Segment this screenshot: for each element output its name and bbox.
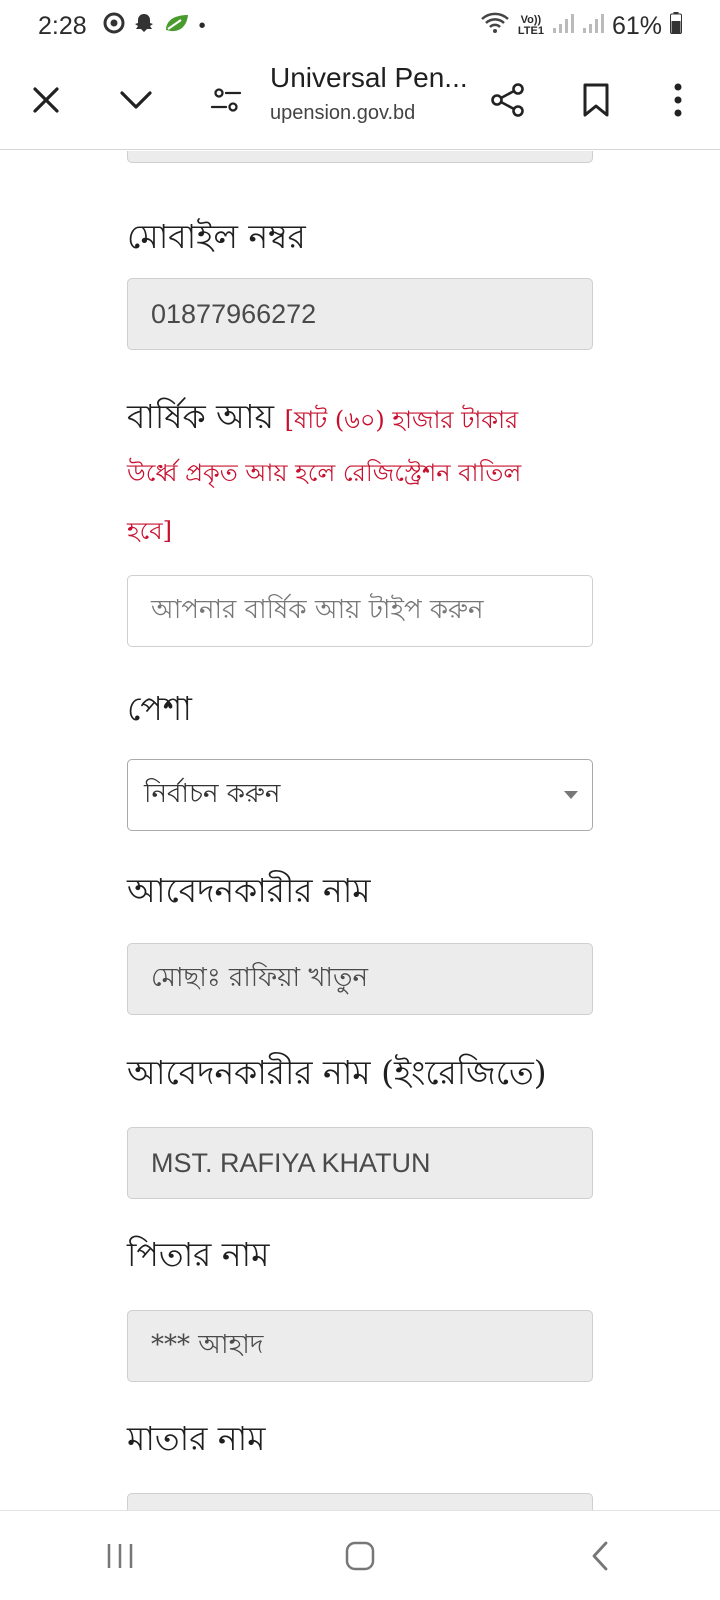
more-vert-icon [673, 83, 683, 117]
applicant-name-en-label: আবেদনকারীর নাম (ইংরেজিতে) [127, 1053, 547, 1092]
system-nav-bar [0, 1510, 720, 1600]
mobile-value: 01877966272 [151, 298, 317, 329]
page-title: Universal Pen... [270, 62, 468, 93]
applicant-name-en-value: MST. RAFIYA KHATUN [151, 1147, 431, 1178]
applicant-name-label: আবেদনকারীর নাম [127, 871, 371, 910]
close-icon [31, 85, 61, 115]
father-name-value: *** আহাদ [151, 1330, 264, 1360]
income-warning-line3: হবে] [127, 517, 172, 545]
previous-field[interactable] [127, 151, 593, 163]
mother-name-label: মাতার নাম [127, 1419, 266, 1458]
signal-icon-2 [582, 12, 604, 41]
battery-percent: 61% [611, 11, 662, 40]
more-options-button[interactable] [650, 72, 706, 128]
signal-icon [552, 12, 574, 41]
recent-apps-button[interactable] [80, 1526, 160, 1586]
recent-apps-icon [105, 1542, 135, 1570]
bookmark-icon [581, 82, 611, 118]
wifi-icon [480, 11, 510, 42]
close-tab-button[interactable] [18, 72, 74, 128]
father-name-label: পিতার নাম [127, 1235, 270, 1274]
browser-toolbar [0, 52, 720, 150]
form-content [0, 151, 720, 1510]
applicant-name-en-field[interactable] [127, 1127, 593, 1199]
page-url: upension.gov.bd [270, 102, 416, 124]
father-name-field[interactable] [127, 1310, 593, 1382]
page-info-button[interactable] [198, 72, 254, 128]
home-button[interactable] [320, 1526, 400, 1586]
leaf-app-icon [163, 12, 191, 41]
mobile-label: মোবাইল নম্বর [127, 217, 306, 256]
mobile-field[interactable] [127, 278, 593, 350]
applicant-name-value: মোছাঃ রাফিয়া খাতুন [151, 963, 368, 993]
annual-income-placeholder: আপনার বার্ষিক আয় টাইপ করুন [151, 595, 484, 625]
applicant-name-field[interactable] [127, 943, 593, 1015]
battery-icon [670, 12, 682, 41]
chevron-down-icon [119, 89, 153, 111]
back-button[interactable] [560, 1526, 640, 1586]
network-type-label: Vo)) LTE1 [517, 14, 544, 37]
dropdown-caret-icon [564, 791, 578, 799]
notification-dot: • [198, 14, 206, 37]
share-button[interactable] [480, 72, 536, 128]
minimize-button[interactable] [108, 72, 164, 128]
mother-name-field[interactable] [127, 1493, 593, 1510]
status-bar [0, 0, 720, 52]
chrome-icon [103, 12, 125, 41]
occupation-select[interactable] [127, 759, 593, 831]
annual-income-label: বার্ষিক আয় [ষাট (৬০) হাজার টাকার [127, 397, 519, 436]
occupation-label: পেশা [127, 689, 192, 728]
back-icon [588, 1540, 612, 1572]
snapchat-icon [133, 12, 155, 41]
annual-income-input[interactable] [127, 575, 593, 647]
income-warning-line1: [ষাট (৬০) হাজার টাকার [284, 406, 519, 434]
share-icon [489, 81, 527, 119]
page-info-icon [210, 86, 242, 114]
home-icon [344, 1540, 376, 1572]
occupation-selected: নির্বাচন করুন [144, 779, 281, 809]
status-time: 2:28 [38, 11, 87, 40]
income-warning-line2: উর্ধ্বে প্রকৃত আয় হলে রেজিস্ট্রেশন বাতিল [127, 459, 522, 487]
bookmark-button[interactable] [568, 72, 624, 128]
address-area[interactable] [270, 62, 475, 125]
